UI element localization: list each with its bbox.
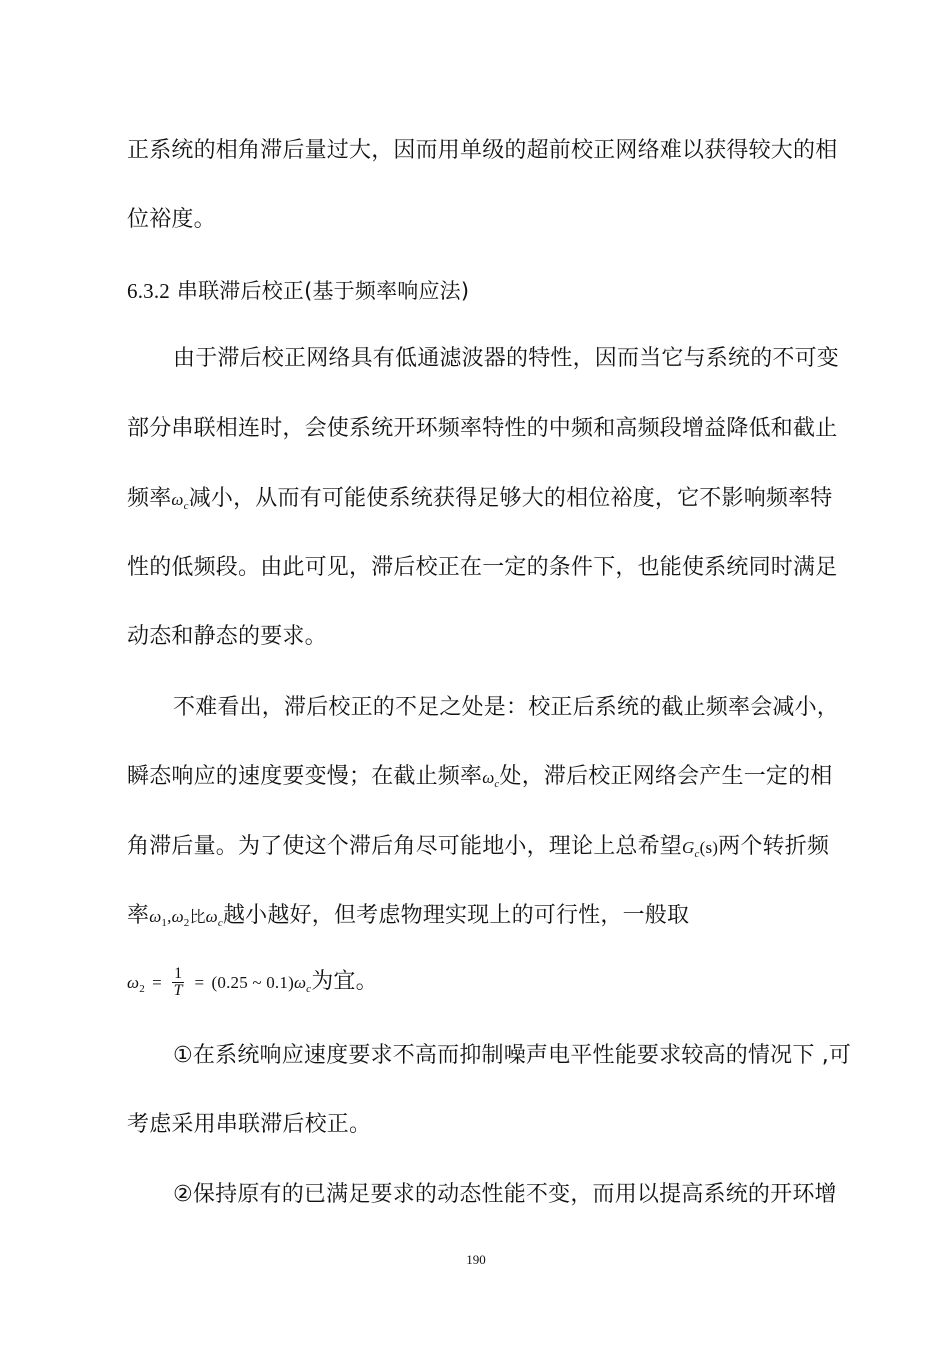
section-title: 串联滞后校正(基于频率响应法) — [176, 279, 470, 303]
text-line: 正系统的相角滞后量过大，因而用单级的超前校正网络难以获得较大的相 — [127, 138, 838, 163]
section-heading — [127, 276, 469, 306]
text-segment: 为宜。 — [311, 969, 378, 994]
text-segment: 越小越好，但考虑物理实现上的可行性，一般取 — [222, 903, 690, 928]
math-bi: 比 — [189, 909, 206, 926]
text-line: 性的低频段。由此可见，滞后校正在一定的条件下，也能使系统同时满足 — [127, 555, 838, 580]
math-omega-c: $\omega_c$ — [293, 973, 312, 995]
text-line — [127, 832, 829, 869]
text-line: 考虑采用串联滞后校正。 — [127, 1112, 372, 1137]
math-omega-c: $\omega_c$ — [171, 490, 189, 512]
formula-line — [127, 962, 378, 1009]
text-line: ①在系统响应速度要求不高而抑制噪声电平性能要求较高的情况下 ,可 — [173, 1043, 852, 1068]
math-equals: = — [194, 973, 205, 992]
text-line: 由于滞后校正网络具有低通滤波器的特性，因而当它与系统的不可变 — [173, 346, 840, 371]
text-line — [127, 762, 833, 799]
math-omega-c: $\omega_c$ — [205, 907, 223, 929]
math-gc-s: $G_c(s)$ — [682, 838, 719, 860]
text-line — [127, 901, 689, 938]
math-omega-1-2: $\omega_1,\omega_2$ — [149, 907, 190, 929]
text-segment: 处，滞后校正网络会产生一定的相 — [499, 764, 833, 789]
text-segment: 减小，从而有可能使系统获得足够大的相位裕度，它不影响频率特 — [188, 486, 833, 511]
math-range: (0.25 ~ 0.1) — [211, 973, 294, 992]
text-segment: 角滞后量。为了使这个滞后角尽可能地小，理论上总希望 — [127, 834, 683, 859]
text-line: 位裕度。 — [127, 207, 216, 232]
text-line: 部分串联相连时，会使系统开环频率特性的中频和高频段增益降低和截止 — [127, 416, 838, 441]
text-segment: 频率 — [127, 486, 172, 511]
page-number: 190 — [466, 1252, 486, 1267]
text-line — [127, 484, 833, 521]
text-line: 动态和静态的要求。 — [127, 624, 327, 649]
math-omega-2: $\omega_2$ — [127, 973, 145, 995]
text-segment: 瞬态响应的速度要变慢；在截止频率 — [127, 764, 483, 789]
math-fraction: $\frac{1}{T}$ — [173, 964, 183, 999]
text-line: ②保持原有的已满足要求的动态性能不变，而用以提高系统的开环增 — [173, 1182, 837, 1207]
math-equals: = — [152, 973, 162, 992]
math-omega-c: $\omega_c$ — [482, 768, 500, 790]
text-line: 不难看出，滞后校正的不足之处是：校正后系统的截止频率会减小， — [173, 695, 840, 720]
text-segment: 两个转折频 — [718, 834, 830, 859]
text-segment: 率 — [127, 903, 150, 928]
section-number: 6.3.2 — [127, 279, 170, 303]
